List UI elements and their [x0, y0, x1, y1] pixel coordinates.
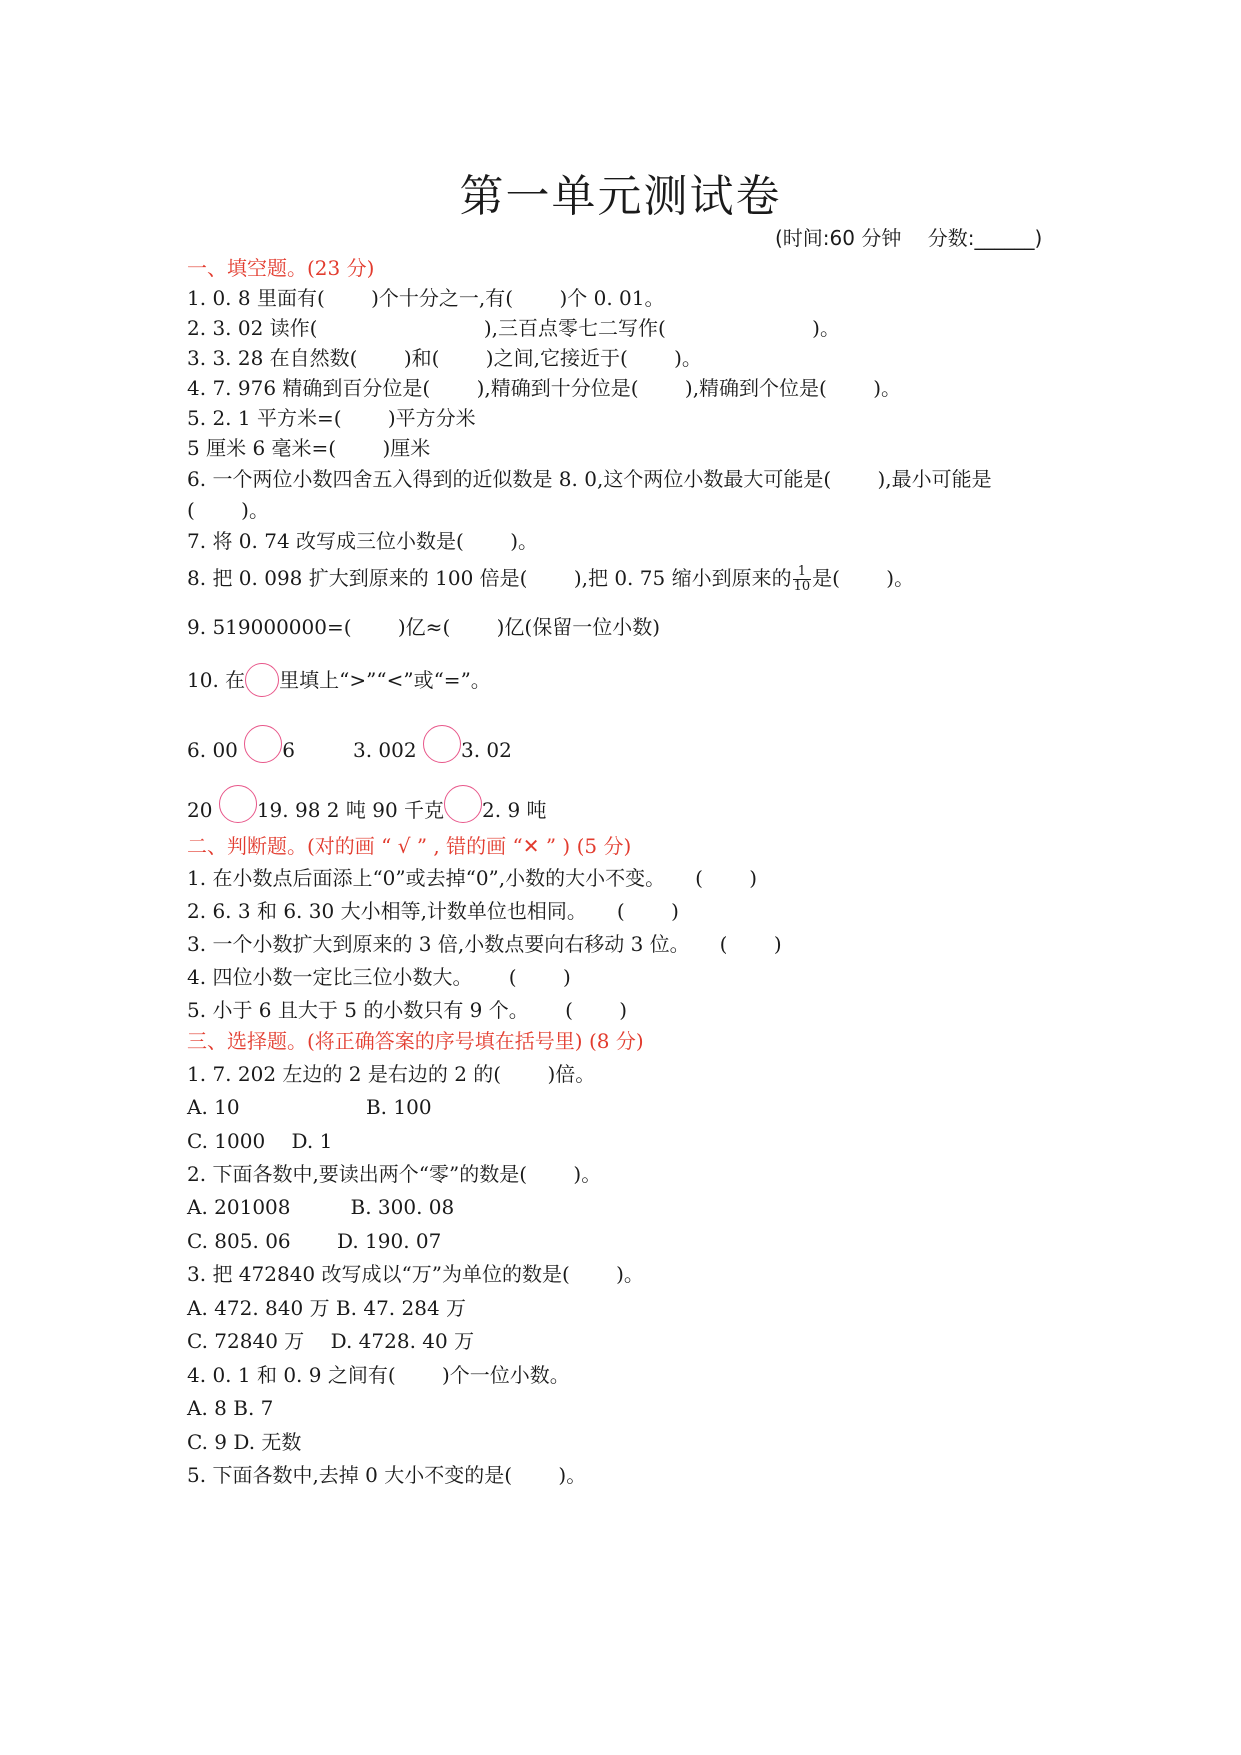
compare-circle-icon	[444, 785, 482, 823]
question-10-pre: 10. 在	[187, 668, 246, 692]
question-10	[187, 663, 491, 697]
question-3: 3. 3. 28 在自然数( )和( )之间,它接近于( )。	[187, 346, 702, 370]
page-title: 第一单元测试卷	[459, 171, 782, 222]
time-score-line: (时间:60 分钟 分数:______)	[775, 226, 1043, 250]
compare-circle-icon	[423, 725, 461, 763]
compare-middle: 19. 98 2 吨 90 千克	[256, 798, 445, 822]
question-9: 9. 519000000=( )亿≈( )亿(保留一位小数)	[187, 615, 661, 639]
compare-right: 2. 9 吨	[482, 798, 547, 822]
question-7: 7. 将 0. 74 改写成三位小数是( )。	[187, 529, 539, 553]
question-1: 1. 0. 8 里面有( )个十分之一,有( )个 0. 01。	[187, 286, 665, 310]
choice-line: C. 805. 06 D. 190. 07	[187, 1229, 442, 1253]
choice-line: A. 10 B. 100	[187, 1095, 432, 1119]
question-10-post: 里填上“>”“<”或“=”。	[279, 668, 491, 692]
question-6b: ( )。	[187, 498, 269, 522]
compare-right: 6	[282, 738, 295, 762]
choice-line: 4. 0. 1 和 0. 9 之间有( )个一位小数。	[187, 1363, 570, 1387]
judge-item: 1. 在小数点后面添上“0”或去掉“0”,小数的大小不变。 ( )	[187, 866, 758, 890]
choice-line: C. 1000 D. 1	[187, 1129, 333, 1153]
section-true-false: 二、判断题。(对的画 “ √ ” , 错的画 “✕ ” ) (5 分)	[187, 834, 632, 858]
choice-line: C. 72840 万 D. 4728. 40 万	[187, 1329, 475, 1353]
judge-item: 5. 小于 6 且大于 5 的小数只有 9 个。 ( )	[187, 998, 628, 1022]
choice-line: 3. 把 472840 改写成以“万”为单位的数是( )。	[187, 1262, 644, 1286]
judge-item: 2. 6. 3 和 6. 30 大小相等,计数单位也相同。 ( )	[187, 899, 679, 923]
question-5a: 5. 2. 1 平方米=( )平方分米	[187, 406, 476, 430]
compare-circle-icon	[219, 785, 257, 823]
choice-line: A. 201008 B. 300. 08	[187, 1195, 455, 1219]
judge-item: 4. 四位小数一定比三位小数大。 ( )	[187, 965, 571, 989]
compare-row-2	[187, 785, 547, 824]
compare-left: 6. 00	[187, 738, 245, 762]
compare-left: 3. 002	[352, 738, 423, 762]
compare-circle-icon	[245, 663, 279, 697]
question-4: 4. 7. 976 精确到百分位是( ),精确到十分位是( ),精确到个位是( )。	[187, 376, 902, 400]
choice-line: A. 472. 840 万 B. 47. 284 万	[187, 1296, 467, 1320]
choice-line: 5. 下面各数中,去掉 0 大小不变的是( )。	[187, 1463, 587, 1487]
fraction-numerator: 1	[793, 565, 812, 580]
question-8-pre: 8. 把 0. 098 扩大到原来的 100 倍是( ),把 0. 75 缩小到原来的	[187, 566, 792, 590]
choice-line: 1. 7. 202 左边的 2 是右边的 2 的( )倍。	[187, 1062, 596, 1086]
question-8-post: 是( )。	[812, 566, 915, 590]
fraction-denominator: 10	[793, 579, 811, 594]
question-8	[187, 564, 914, 594]
choice-line: 2. 下面各数中,要读出两个“零”的数是( )。	[187, 1162, 602, 1186]
judge-item: 3. 一个小数扩大到原来的 3 倍,小数点要向右移动 3 位。 ( )	[187, 932, 782, 956]
compare-right: 3. 02	[460, 738, 512, 762]
section-multiple-choice: 三、选择题。(将正确答案的序号填在括号里) (8 分)	[187, 1029, 644, 1053]
compare-circle-icon	[244, 725, 282, 763]
fraction	[793, 565, 812, 594]
choice-line: C. 9 D. 无数	[187, 1430, 302, 1454]
question-5b: 5 厘米 6 毫米=( )厘米	[187, 436, 431, 460]
compare-row-1	[187, 725, 512, 764]
compare-left: 20	[187, 798, 219, 822]
question-6a: 6. 一个两位小数四舍五入得到的近似数是 8. 0,这个两位小数最大可能是( ),最小可能是	[187, 467, 992, 491]
choice-line: A. 8 B. 7	[187, 1396, 274, 1420]
section-fill-blank: 一、填空题。(23 分)	[187, 256, 375, 280]
question-2: 2. 3. 02 读作( ),三百点零七二写作( )。	[187, 316, 840, 340]
